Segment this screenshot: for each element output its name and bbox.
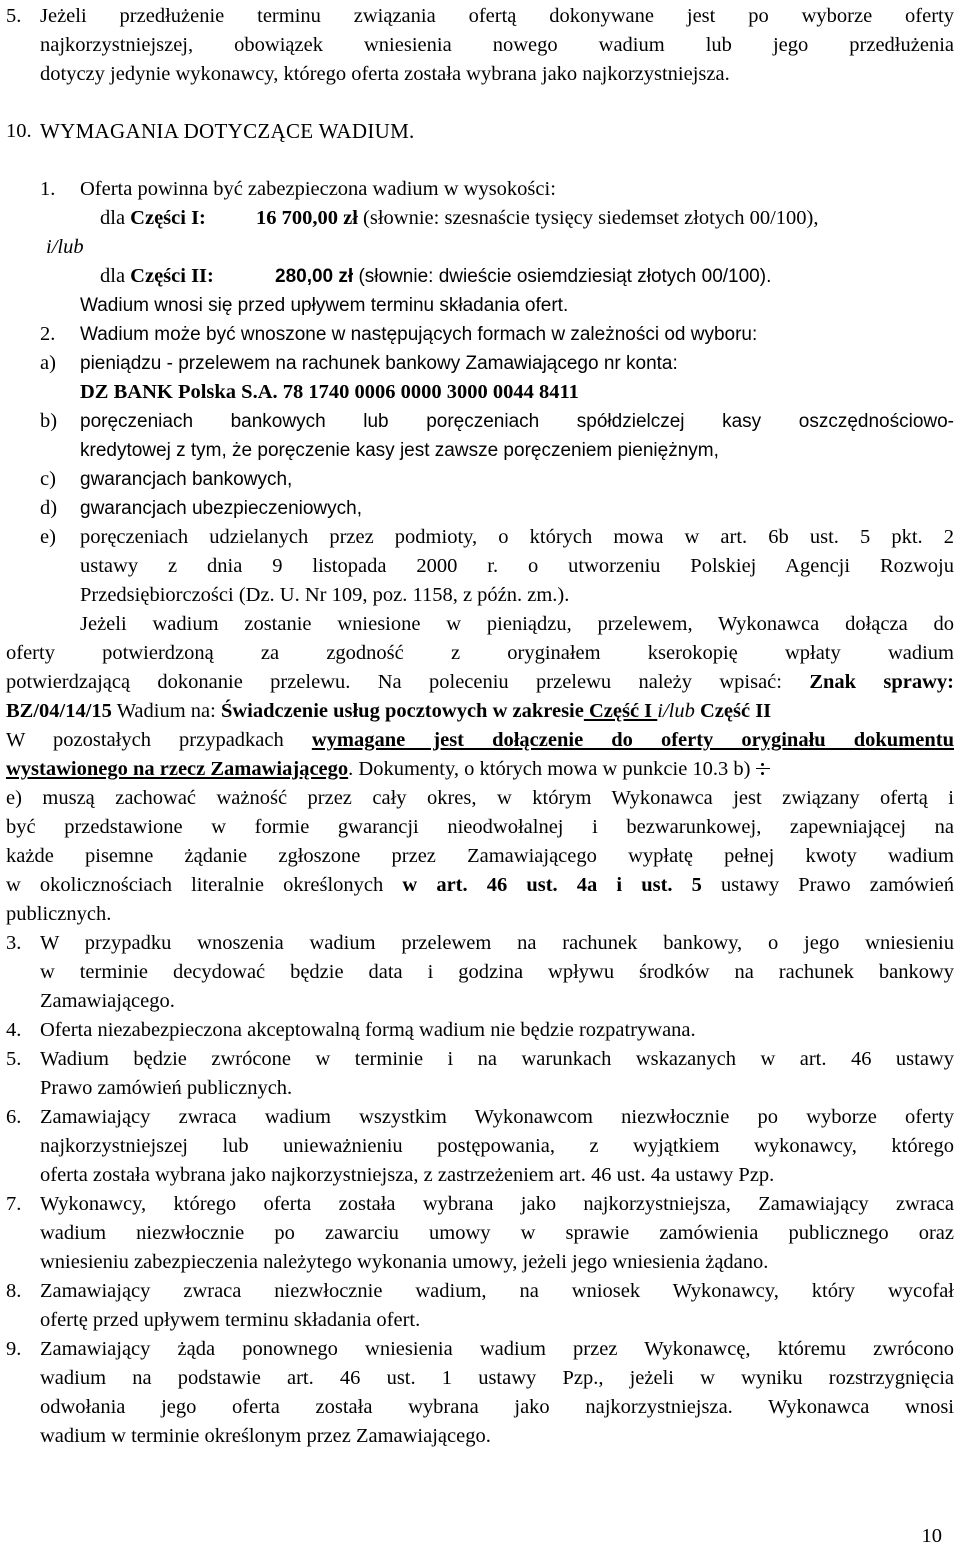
service-name: Świadczenie usług pocztowych w zakresie xyxy=(220,700,584,722)
item-number: 4. xyxy=(6,1019,22,1041)
list-letter: c) xyxy=(40,468,56,490)
part-ii-line xyxy=(100,262,214,291)
paragraph-line xyxy=(6,668,954,697)
circumstances-text: w okolicznościach literalnie określonych xyxy=(6,874,403,896)
part-ii-ref: Część II xyxy=(694,700,772,722)
paragraph-line xyxy=(6,726,954,755)
wadium-for-label: Wadium na: xyxy=(111,700,221,722)
item-number: 2. xyxy=(40,323,56,345)
bank-account-line xyxy=(80,378,579,407)
article-ref: w art. 46 ust. 4a i ust. 5 xyxy=(402,874,702,896)
list-item-text: poręczeniach udzielanych przez podmioty, o których mowa w art. 6b ust. 5 pkt. 2 xyxy=(80,526,954,548)
part-ii-amount: 280,00 zł xyxy=(275,266,354,287)
item-number: 7. xyxy=(6,1193,22,1215)
paragraph-line: publicznych. xyxy=(6,903,112,925)
part-i-line xyxy=(100,204,206,233)
list-letter: b) xyxy=(40,410,58,432)
paragraph-line xyxy=(6,697,771,726)
paragraph-line: być przedstawione w formie gwarancji nieodwołalnej i bezwarunkowej, zapewniającej na xyxy=(6,816,954,838)
paragraph-line: wadium na podstawie art. 46 ust. 1 ustawy Pzp., jeżeli w wyniku rozstrzygnięcia xyxy=(40,1367,954,1389)
documents-reference-text: . Dokumenty, o których mowa w punkcie 10.3 b) xyxy=(348,758,751,780)
paragraph-line: Oferta niezabezpieczona akceptowalną formą wadium nie będzie rozpatrywana. xyxy=(40,1019,696,1041)
requirement-text: wymagane jest dołączenie do oferty oryginału dokumentu xyxy=(311,729,954,751)
paragraph-line: Oferta powinna być zabezpieczona wadium w wysokości: xyxy=(80,178,556,200)
paragraph-line: Wadium będzie zwrócone w terminie i na warunkach wskazanych w art. 46 ustawy xyxy=(40,1048,954,1070)
paragraph-line: najkorzystniejszej lub unieważnieniu postępowania, z wyjątkiem wykonawcy, którego xyxy=(40,1135,954,1157)
part-ii-amount-line xyxy=(275,262,771,291)
requirement-text-cont: wystawionego na rzecz Zamawiającego xyxy=(6,758,349,780)
item-number: 9. xyxy=(6,1338,22,1360)
item-number: 6. xyxy=(6,1106,22,1128)
paragraph-line: ofertę przed upływem terminu składania ofert. xyxy=(40,1309,421,1331)
paragraph-line: Zamawiający żąda ponownego wniesienia wadium przez Wykonawcę, któremu zwrócono xyxy=(40,1338,954,1360)
paragraph-line: Zamawiający zwraca wadium wszystkim Wykonawcom niezwłocznie po wyborze oferty xyxy=(40,1106,954,1128)
list-item-text: gwarancjach bankowych, xyxy=(80,469,293,490)
item-number: 8. xyxy=(6,1280,22,1302)
list-letter: e) xyxy=(40,526,56,548)
part-i-ref: Część I xyxy=(583,700,658,722)
paragraph-line: Jeżeli przedłużenie terminu związania ofertą dokonywane jest po wyborze oferty xyxy=(40,5,954,27)
list-item-text: gwarancjach ubezpieczeniowych, xyxy=(80,498,362,519)
part-i-amount-line xyxy=(256,204,818,233)
division-sign-icon xyxy=(755,761,771,777)
paragraph-line: wadium niezwłocznie po zawarciu umowy w sprawie zamówienia publicznego oraz xyxy=(40,1222,954,1244)
list-letter: d) xyxy=(40,497,58,519)
paragraph-line xyxy=(6,755,775,784)
paragraph-line: Wykonawcy, którego oferta została wybrana jako najkorzystniejsza, Zamawiający zwraca xyxy=(40,1193,954,1215)
part-i-amount: 16 700,00 zł xyxy=(256,207,358,229)
paragraph-line: Zamawiający zwraca niezwłocznie wadium, na wniosek Wykonawcy, który wycofał xyxy=(40,1280,954,1302)
and-or-text: i/lub xyxy=(657,700,695,722)
list-item-text: Przedsiębiorczości (Dz. U. Nr 109, poz. 1158, z późn. zm.). xyxy=(80,584,570,606)
paragraph-line: Jeżeli wadium zostanie wniesione w pieniądzu, przelewem, Wykonawca dołącza do xyxy=(80,613,954,635)
paragraph-line: wadium w terminie określonym przez Zamawiającego. xyxy=(40,1425,491,1447)
paragraph-line xyxy=(6,871,954,900)
paragraph-line: e) muszą zachować ważność przez cały okres, w którym Wykonawca jest związany ofertą i xyxy=(6,787,954,809)
paragraph-line: każde pisemne żądanie zgłoszone przez Zamawiającego wypłatę pełnej kwoty wadium xyxy=(6,845,954,867)
item-number: 1. xyxy=(40,178,56,200)
list-item-text: kredytowej z tym, że poręczenie kasy jest zawsze poręczeniem pieniężnym, xyxy=(80,440,719,461)
part-ii-words: (słownie: dwieście osiemdziesiąt złotych 00/100). xyxy=(353,266,772,287)
paragraph-line: W przypadku wnoszenia wadium przelewem na rachunek bankowy, o jego wniesieniu xyxy=(40,932,954,954)
account-number: 78 1740 0006 0000 3000 0044 8411 xyxy=(277,381,579,403)
item-number: 5. xyxy=(6,5,22,27)
part-ii-label: Części II: xyxy=(130,265,214,287)
paragraph-line: Prawo zamówień publicznych. xyxy=(40,1077,293,1099)
dla-text: dla xyxy=(100,265,131,287)
paragraph-line: najkorzystniejszej, obowiązek wniesienia nowego wadium lub jego przedłużenia xyxy=(40,34,954,56)
section-number: 10. xyxy=(6,120,32,142)
list-item-text: poręczeniach bankowych lub poręczeniach spółdzielczej kasy oszczędnościowo- xyxy=(80,411,954,432)
item-number: 5. xyxy=(6,1048,22,1070)
paragraph-line: wniesieniu zabezpieczenia należytego wykonania umowy, jeżeli jego wniesienia żądano. xyxy=(40,1251,769,1273)
paragraph-line: w terminie decydować będzie data i godzina wpływu środków na rachunek bankowy xyxy=(40,961,954,983)
paragraph-line: dotyczy jedynie wykonawcy, którego oferta została wybrana jako najkorzystniejsza. xyxy=(40,63,730,85)
section-title: WYMAGANIA DOTYCZĄCE WADIUM. xyxy=(40,119,415,143)
list-letter: a) xyxy=(40,352,56,374)
page-number: 10 xyxy=(921,1525,942,1547)
item-number: 3. xyxy=(6,932,22,954)
list-item-text: pieniądzu - przelewem na rachunek bankowy Zamawiającego nr konta: xyxy=(80,353,678,374)
part-i-label: Części I: xyxy=(130,207,206,229)
case-ref-number: BZ/04/14/15 xyxy=(6,700,112,722)
transfer-instruction-text: potwierdzającą dokonanie przelewu. Na poleceniu przelewu należy wpisać: xyxy=(6,671,810,693)
paragraph-line: Wadium może być wnoszone w następujących formach w zależności od wyboru: xyxy=(80,324,758,345)
part-i-words: (słownie: szesnaście tysięcy siedemset złotych 00/100), xyxy=(357,207,819,229)
paragraph-line: oferta została wybrana jako najkorzystniejsza, z zastrzeżeniem art. 46 ust. 4a ustawy Pzp. xyxy=(40,1164,775,1186)
other-cases-text: W pozostałych przypadkach xyxy=(6,729,312,751)
act-name-text: ustawy Prawo zamówień xyxy=(701,874,954,896)
paragraph-line: odwołania jego oferta została wybrana jako najkorzystniejsza. Wykonawca wnosi xyxy=(40,1396,954,1418)
dla-text: dla xyxy=(100,207,131,229)
paragraph-line: Zamawiającego. xyxy=(40,990,175,1012)
deadline-line: Wadium wnosi się przed upływem terminu składania ofert. xyxy=(80,295,569,316)
case-ref-label: Znak sprawy: xyxy=(809,671,954,693)
and-or-text: i/lub xyxy=(46,236,84,258)
paragraph-line: oferty potwierdzoną za zgodność z oryginałem kserokopię wpłaty wadium xyxy=(6,642,954,664)
bank-name: DZ BANK Polska S.A. xyxy=(80,381,278,403)
list-item-text: ustawy z dnia 9 listopada 2000 r. o utworzeniu Polskiej Agencji Rozwoju xyxy=(80,555,954,577)
